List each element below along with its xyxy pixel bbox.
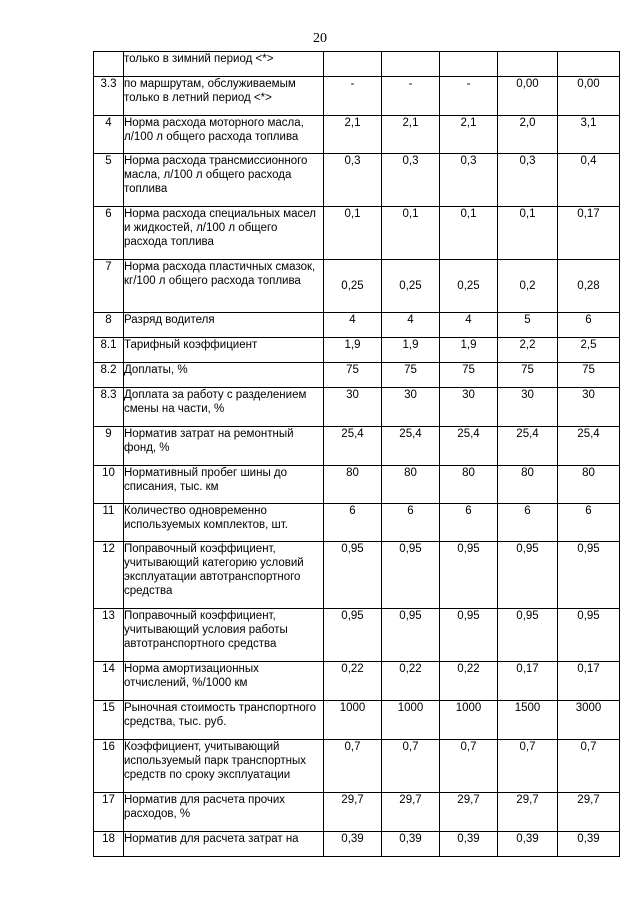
indicator-name-cell: Норма расхода моторного масла, л/100 л общего расхода топлива — [124, 116, 324, 154]
value-cell: 0,3 — [440, 154, 498, 207]
value-cell: 0,95 — [440, 609, 498, 662]
value-cell: 25,4 — [382, 427, 440, 466]
value-cell: 6 — [440, 504, 498, 542]
indicator-name-cell: Количество одновременно используемых комплектов, шт. — [124, 504, 324, 542]
value-cell: 0,25 — [324, 260, 382, 313]
value-cell: 75 — [382, 363, 440, 388]
value-cell: 29,7 — [440, 793, 498, 832]
indicator-name-cell: Норматив для расчета прочих расходов, % — [124, 793, 324, 832]
value-cell: 80 — [558, 466, 620, 504]
value-cell: 75 — [498, 363, 558, 388]
value-cell: 0,95 — [558, 542, 620, 609]
value-cell: 0,17 — [558, 207, 620, 260]
value-cell: 30 — [324, 388, 382, 427]
value-cell: - — [382, 77, 440, 116]
value-cell: 2,0 — [498, 116, 558, 154]
indicator-name-cell: Тарифный коэффициент — [124, 338, 324, 363]
value-cell: 30 — [382, 388, 440, 427]
table-row — [94, 466, 620, 504]
indicator-name-cell: Разряд водителя — [124, 313, 324, 338]
value-cell: 0,95 — [382, 609, 440, 662]
indicator-name-cell: Поправочный коэффициент, учитывающий категорию условий эксплуатации автотранспортного средства — [124, 542, 324, 609]
table-row — [94, 740, 620, 793]
value-cell: 4 — [324, 313, 382, 338]
value-cell: 0,39 — [498, 832, 558, 857]
row-number-cell: 8.3 — [94, 388, 124, 427]
value-cell: 0,7 — [558, 740, 620, 793]
indicator-name-cell: Норматив затрат на ремонтный фонд, % — [124, 427, 324, 466]
indicator-name-cell: Доплата за работу с разделением смены на части, % — [124, 388, 324, 427]
row-number-cell: 13 — [94, 609, 124, 662]
row-number-cell: 18 — [94, 832, 124, 857]
table-row — [94, 77, 620, 116]
table-row — [94, 388, 620, 427]
row-number-cell: 5 — [94, 154, 124, 207]
row-number-cell: 8.2 — [94, 363, 124, 388]
value-cell: 0,3 — [498, 154, 558, 207]
table-row — [94, 363, 620, 388]
row-number-cell: 11 — [94, 504, 124, 542]
indicator-name-cell: Доплаты, % — [124, 363, 324, 388]
value-cell: 6 — [382, 504, 440, 542]
table-row — [94, 313, 620, 338]
value-cell: 2,5 — [558, 338, 620, 363]
table-row — [94, 338, 620, 363]
row-number-cell: 14 — [94, 662, 124, 701]
row-number-cell: 12 — [94, 542, 124, 609]
value-cell: 0,95 — [440, 542, 498, 609]
value-cell: 25,4 — [498, 427, 558, 466]
indicator-name-cell: Норматив для расчета затрат на — [124, 832, 324, 857]
value-cell — [324, 52, 382, 77]
value-cell: 0,39 — [382, 832, 440, 857]
value-cell — [382, 52, 440, 77]
value-cell: 0,39 — [324, 832, 382, 857]
value-cell: 2,1 — [382, 116, 440, 154]
value-cell: 6 — [558, 313, 620, 338]
value-cell: 0,28 — [558, 260, 620, 313]
indicator-name-cell: Норма расхода пластичных смазок, кг/100 л общего расхода топлива — [124, 260, 324, 313]
table-row — [94, 154, 620, 207]
value-cell: 4 — [440, 313, 498, 338]
value-cell: 0,95 — [558, 609, 620, 662]
value-cell — [440, 52, 498, 77]
norms-table — [93, 51, 620, 857]
value-cell: 29,7 — [324, 793, 382, 832]
value-cell: 0,3 — [324, 154, 382, 207]
value-cell: 2,1 — [440, 116, 498, 154]
value-cell: 0,22 — [382, 662, 440, 701]
value-cell: 0,3 — [382, 154, 440, 207]
table-row — [94, 701, 620, 740]
indicator-name-cell: по маршрутам, обслуживаемым только в летний период <*> — [124, 77, 324, 116]
value-cell: 0,7 — [382, 740, 440, 793]
indicator-name-cell: только в зимний период <*> — [124, 52, 324, 77]
value-cell: 80 — [382, 466, 440, 504]
row-number-cell: 3.3 — [94, 77, 124, 116]
value-cell: 80 — [498, 466, 558, 504]
value-cell: 5 — [498, 313, 558, 338]
value-cell: 30 — [498, 388, 558, 427]
value-cell: 1000 — [382, 701, 440, 740]
value-cell: - — [440, 77, 498, 116]
value-cell: 25,4 — [558, 427, 620, 466]
row-number-cell: 15 — [94, 701, 124, 740]
value-cell: 0,39 — [440, 832, 498, 857]
value-cell: 0,95 — [324, 542, 382, 609]
value-cell: 0,25 — [440, 260, 498, 313]
value-cell: 3,1 — [558, 116, 620, 154]
value-cell: 2,2 — [498, 338, 558, 363]
value-cell: 80 — [324, 466, 382, 504]
row-number-cell: 4 — [94, 116, 124, 154]
value-cell: 80 — [440, 466, 498, 504]
value-cell: 0,1 — [440, 207, 498, 260]
value-cell: 1000 — [324, 701, 382, 740]
value-cell: 30 — [558, 388, 620, 427]
value-cell: 0,25 — [382, 260, 440, 313]
value-cell: 0,22 — [324, 662, 382, 701]
row-number-cell: 6 — [94, 207, 124, 260]
value-cell: 6 — [558, 504, 620, 542]
indicator-name-cell: Коэффициент, учитывающий используемый парк транспортных средств по сроку эксплуатации — [124, 740, 324, 793]
value-cell: 30 — [440, 388, 498, 427]
row-number-cell: 17 — [94, 793, 124, 832]
value-cell: 0,1 — [324, 207, 382, 260]
value-cell: 4 — [382, 313, 440, 338]
value-cell — [558, 52, 620, 77]
value-cell: 0,95 — [498, 542, 558, 609]
value-cell: 1500 — [498, 701, 558, 740]
table-row — [94, 793, 620, 832]
value-cell: 3000 — [558, 701, 620, 740]
value-cell — [498, 52, 558, 77]
value-cell: 0,17 — [498, 662, 558, 701]
row-number-cell: 9 — [94, 427, 124, 466]
value-cell: 1,9 — [382, 338, 440, 363]
table-row — [94, 609, 620, 662]
value-cell: 0,39 — [558, 832, 620, 857]
value-cell: 29,7 — [558, 793, 620, 832]
table-row — [94, 832, 620, 857]
row-number-cell: 8.1 — [94, 338, 124, 363]
value-cell: 75 — [440, 363, 498, 388]
value-cell: 0,7 — [498, 740, 558, 793]
value-cell: 1,9 — [324, 338, 382, 363]
value-cell: 25,4 — [324, 427, 382, 466]
table-row — [94, 207, 620, 260]
value-cell: 25,4 — [440, 427, 498, 466]
value-cell: 6 — [324, 504, 382, 542]
value-cell: 0,95 — [324, 609, 382, 662]
row-number-cell: 7 — [94, 260, 124, 313]
value-cell: 2,1 — [324, 116, 382, 154]
table-row — [94, 52, 620, 77]
value-cell: 0,4 — [558, 154, 620, 207]
page-number: 20 — [313, 31, 327, 46]
value-cell: 1000 — [440, 701, 498, 740]
value-cell: 75 — [324, 363, 382, 388]
table-row — [94, 427, 620, 466]
row-number-cell: 10 — [94, 466, 124, 504]
row-number-cell: 16 — [94, 740, 124, 793]
value-cell: 0,1 — [498, 207, 558, 260]
value-cell: 0,22 — [440, 662, 498, 701]
value-cell: 0,1 — [382, 207, 440, 260]
value-cell: - — [324, 77, 382, 116]
value-cell: 1,9 — [440, 338, 498, 363]
indicator-name-cell: Рыночная стоимость транспортного средства, тыс. руб. — [124, 701, 324, 740]
table-row — [94, 504, 620, 542]
value-cell: 29,7 — [382, 793, 440, 832]
indicator-name-cell: Поправочный коэффициент, учитывающий условия работы автотранспортного средства — [124, 609, 324, 662]
indicator-name-cell: Норма расхода специальных масел и жидкостей, л/100 л общего расхода топлива — [124, 207, 324, 260]
value-cell: 0,00 — [558, 77, 620, 116]
value-cell: 75 — [558, 363, 620, 388]
table-row — [94, 662, 620, 701]
value-cell: 6 — [498, 504, 558, 542]
indicator-name-cell: Норма амортизационных отчислений, %/1000 км — [124, 662, 324, 701]
table-body — [94, 52, 620, 857]
indicator-name-cell: Нормативный пробег шины до списания, тыс. км — [124, 466, 324, 504]
value-cell: 0,7 — [324, 740, 382, 793]
table-row — [94, 260, 620, 313]
value-cell: 0,2 — [498, 260, 558, 313]
row-number-cell — [94, 52, 124, 77]
table-row — [94, 116, 620, 154]
value-cell: 0,95 — [382, 542, 440, 609]
table-row — [94, 542, 620, 609]
value-cell: 0,7 — [440, 740, 498, 793]
value-cell: 0,00 — [498, 77, 558, 116]
value-cell: 0,17 — [558, 662, 620, 701]
value-cell: 29,7 — [498, 793, 558, 832]
indicator-name-cell: Норма расхода трансмиссионного масла, л/100 л общего расхода топлива — [124, 154, 324, 207]
row-number-cell: 8 — [94, 313, 124, 338]
value-cell: 0,95 — [498, 609, 558, 662]
